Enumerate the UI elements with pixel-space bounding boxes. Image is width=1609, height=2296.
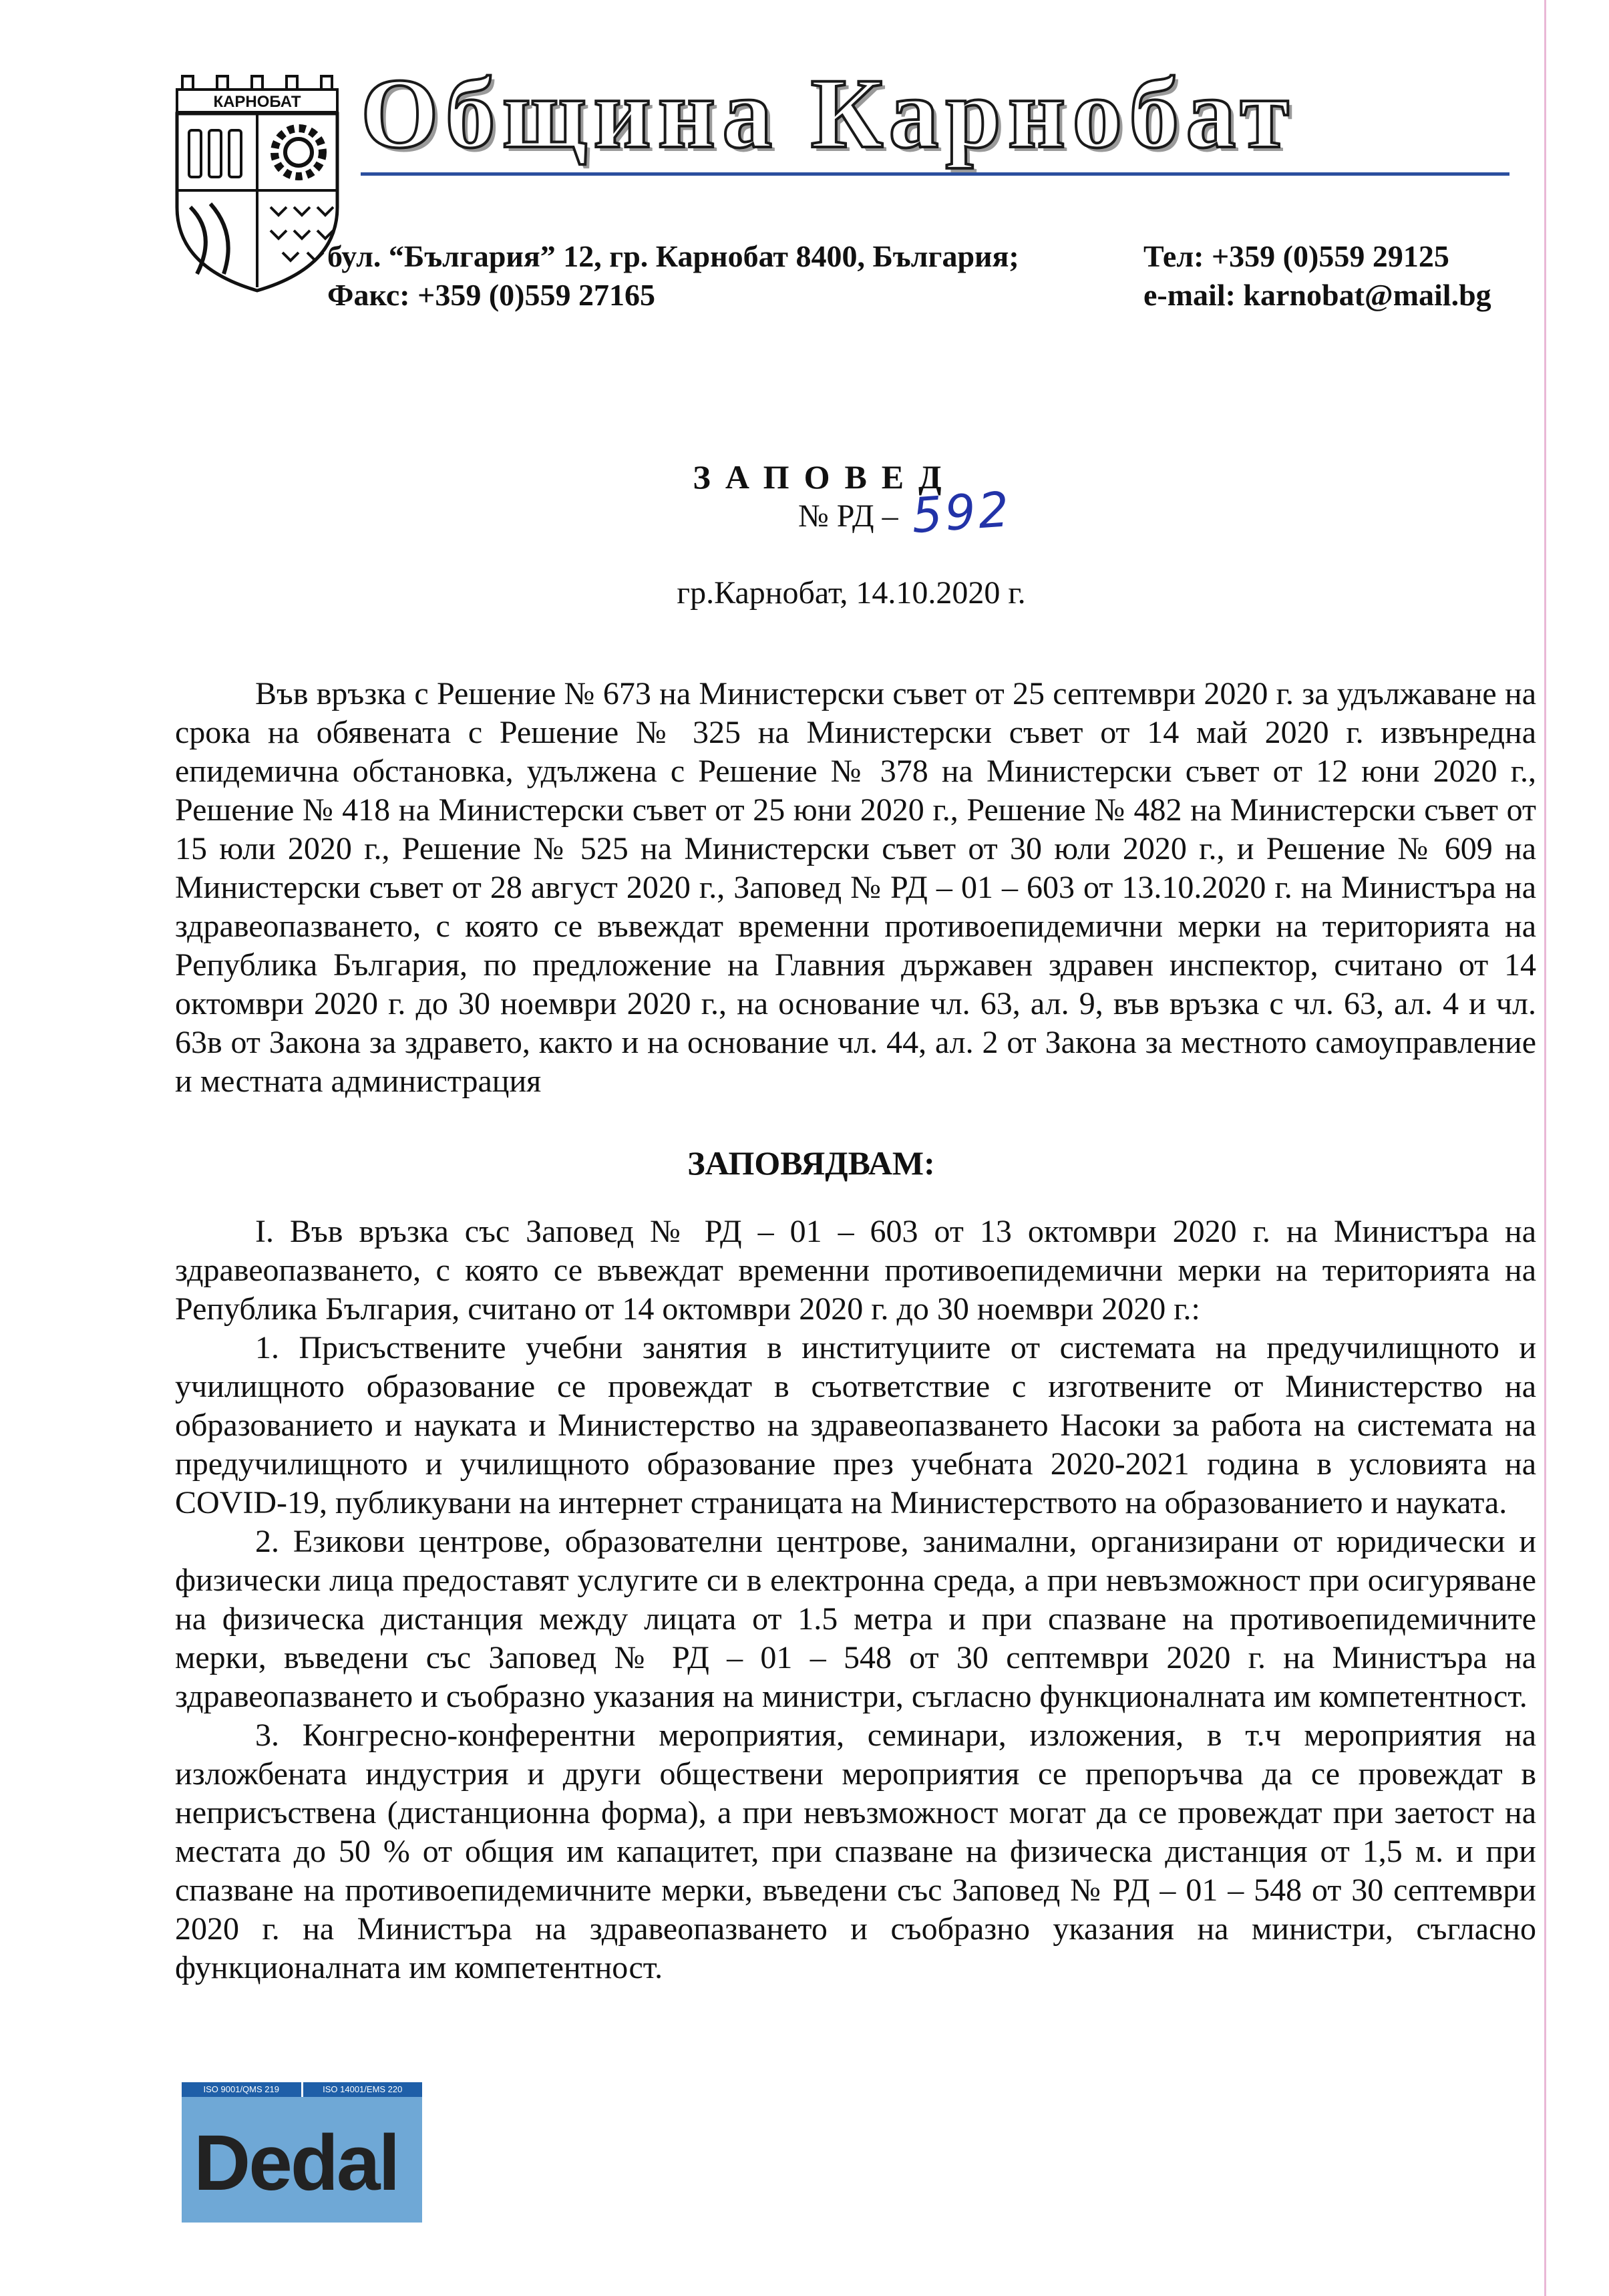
header-rule [361, 172, 1509, 176]
list-item: 2. Езикови центрове, образователни центрове, занимални, организирани от юридически и физически лица предоставят услугите си в електронна среда, а при невъзможност при осигуряване на физическа дистанция между лицата от 1.5 метра и при спазване на противоепидемичните мерки, въведени със Заповед № РД – 01 – 548 от 30 септември 2020 г. на Министъра на здравеопазването и съобразно указания на министри, съгласно функционалната им компетентност. [175, 1524, 1536, 1714]
document-number-handwritten: 592 [910, 480, 1014, 544]
section-1-lead: I. Във връзка със Заповед № РД – 01 – 603 от 13 октомври 2020 г. на Министъра на здравеопазването, с която се въвеждат временни противоепидемични мерки на територията на Република България, считано от 14 октомври 2020 г. до 30 ноември 2020 г.: [175, 1214, 1536, 1327]
list-item: 3. Конгресно-конферентни мероприятия, семинари, изложения, в т.ч мероприятия на изложбената индустрия и други обществени мероприятия се препоръчва да се провеждат в неприсъствена (дистанционна форма), а при невъзможност могат да се провеждат при заетост на местата до 50 % от общия им капацитет, при спазване на физическа дистанция от 1,5 м. и при спазване на противоепидемичните мерки, въведени със Заповед № РД – 01 – 548 от 30 септември 2020 г. на Министъра на здравеопазването и съобразно указания на министри, съгласно функционалната им компетентност. [175, 1717, 1536, 1985]
contact-left [327, 237, 1019, 315]
logo-word: Dedal [194, 2119, 399, 2207]
list-item: 1. Присъствените учебни занятия в институциите от системата на предучилищното и училищното образование се провеждат в съответствие с изготвените от Министерство на образованието и науката и Министерство на здравеопазването Насоки за работа на системата на предучилищното и училищното образование през учебната 2020-2021 година в условията на COVID-19, публикувани на интернет страницата на Министерството на образованието и науката. [175, 1330, 1536, 1520]
fax-line: Факс: +359 (0)559 27165 [327, 278, 655, 312]
document-number-prefix: № РД – [798, 498, 898, 534]
intro-block [175, 675, 1536, 1101]
logo-box [182, 2097, 422, 2223]
certification-bar [182, 2082, 422, 2097]
cert-label-left: ISO 9001/QMS 219 [203, 2084, 279, 2094]
order-heading: ЗАПОВЯДВАМ: [687, 1144, 935, 1182]
cert-label-right: ISO 14001/EMS 220 [301, 2082, 423, 2097]
contact-right [1143, 237, 1491, 315]
dedal-logo [182, 2082, 422, 2223]
address-line: бул. “България” 12, гр. Карнобат 8400, България; [327, 239, 1019, 273]
section-1 [175, 1212, 1536, 1987]
document-title: ЗАПОВЕД [693, 458, 956, 496]
crest-label: КАРНОБАТ [213, 93, 301, 111]
place-and-date: гр.Карнобат, 14.10.2020 г. [677, 575, 1026, 611]
intro-paragraph: Във връзка с Решение № 673 на Министерски съвет от 25 септември 2020 г. за удължаване на срока на обявената с Решение № 325 на Министерски съвет от 14 май 2020 г. извънредна епидемична обстановка, удължена с Решение № 378 на Министерски съвет от 12 юни 2020 г., Решение № 418 на Министерски съвет от 25 юни 2020 г., Решение № 482 на Министерски съвет от 15 юли 2020 г., Решение № 525 на Министерски съвет от 30 юли 2020 г., и Решение № 609 на Министерски съвет от 28 август 2020 г., Заповед № РД – 01 – 603 от 13.10.2020 г. на Министъра на здравеопазването, с която се въвеждат временни противоепидемични мерки на територията на Република България, по предложение на Главния държавен здравен инспектор, считано от 14 октомври 2020 г. до 30 ноември 2020 г., на основание чл. 63, ал. 9, във връзка с чл. 63, ал. 4 и чл. 63в от Закона за здравето, както и на основание чл. 44, ал. 2 от Закона за местното самоуправление и местната администрация [175, 676, 1536, 1099]
municipality-name: Община Карнобат [361, 58, 1296, 169]
email-line: e-mail: karnobat@mail.bg [1143, 278, 1491, 312]
phone-line: Тел: +359 (0)559 29125 [1143, 239, 1449, 273]
